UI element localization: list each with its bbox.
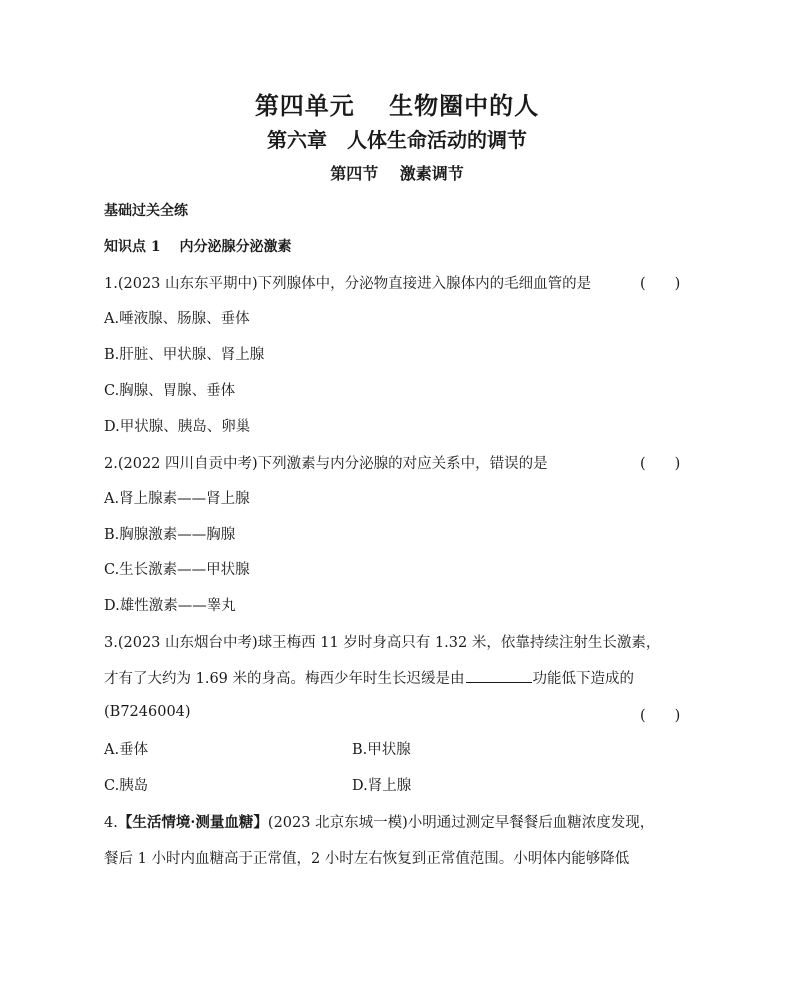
- question-3-stem-text-b: 功能低下造成的: [532, 671, 635, 687]
- question-2-stem: 2.(2022 四川自贡中考)下列激素与内分泌腺的对应关系中，错误的是: [104, 456, 548, 472]
- question-3-option-d: D.肾上腺: [352, 778, 412, 794]
- question-3-option-a: A.垂体: [104, 742, 149, 758]
- question-1-option-a: A.唾液腺、肠腺、垂体: [104, 311, 250, 327]
- question-3-code: (B7246004): [104, 704, 191, 720]
- question-3-answer-blank: ( ): [640, 708, 681, 724]
- question-3-option-c: C.胰岛: [104, 778, 149, 794]
- question-4-stem-line-2: 餐后 1 小时内血糖高于正常值，2 小时左右恢复到正常值范围。小明体内能够降低: [104, 851, 630, 867]
- knowledge-point-heading: 知识点 1 内分泌腺分泌激素: [104, 239, 292, 255]
- question-3-option-b: B.甲状腺: [352, 742, 411, 758]
- question-1-option-c: C.胸腺、胃腺、垂体: [104, 383, 236, 399]
- question-2-option-d: D.雄性激素——睾丸: [104, 598, 236, 614]
- question-3-stem-text-a: 才有了大约为 1.69 米的身高。梅西少年时生长迟缓是由: [104, 671, 465, 687]
- question-4-number: 4.: [104, 815, 118, 831]
- practice-label: 基础过关全练: [104, 203, 188, 219]
- question-1-option-b: B.肝脏、甲状腺、肾上腺: [104, 347, 265, 363]
- question-2-option-b: B.胸腺激素——胸腺: [104, 527, 236, 543]
- question-3-stem-line-2: [104, 667, 634, 688]
- fill-in-blank: [466, 669, 532, 683]
- question-1-option-d: D.甲状腺、胰岛、卵巢: [104, 419, 251, 435]
- question-4-context-tag: 【生活情境·测量血糖】: [117, 814, 268, 831]
- question-4-stem-line-1: [104, 811, 654, 832]
- question-4-stem-text: (2023 北京东城一模)小明通过测定早餐餐后血糖浓度发现，: [267, 815, 655, 831]
- question-2-option-a: A.肾上腺素——肾上腺: [104, 491, 250, 507]
- section-title: 第四节 激素调节: [330, 164, 464, 183]
- chapter-title: 第六章 人体生命活动的调节: [267, 128, 527, 152]
- question-1-answer-blank: ( ): [640, 276, 681, 292]
- question-3-stem-line-1: 3.(2023 山东烟台中考)球王梅西 11 岁时身高只有 1.32 米，依靠持续注射生长激素，: [104, 635, 661, 651]
- question-2-option-c: C.生长激素——甲状腺: [104, 562, 250, 578]
- unit-title: 第四单元 生物圈中的人: [254, 91, 540, 120]
- question-2-answer-blank: ( ): [640, 456, 681, 472]
- question-1-stem: 1.(2023 山东东平期中)下列腺体中，分泌物直接进入腺体内的毛细血管的是: [104, 276, 592, 292]
